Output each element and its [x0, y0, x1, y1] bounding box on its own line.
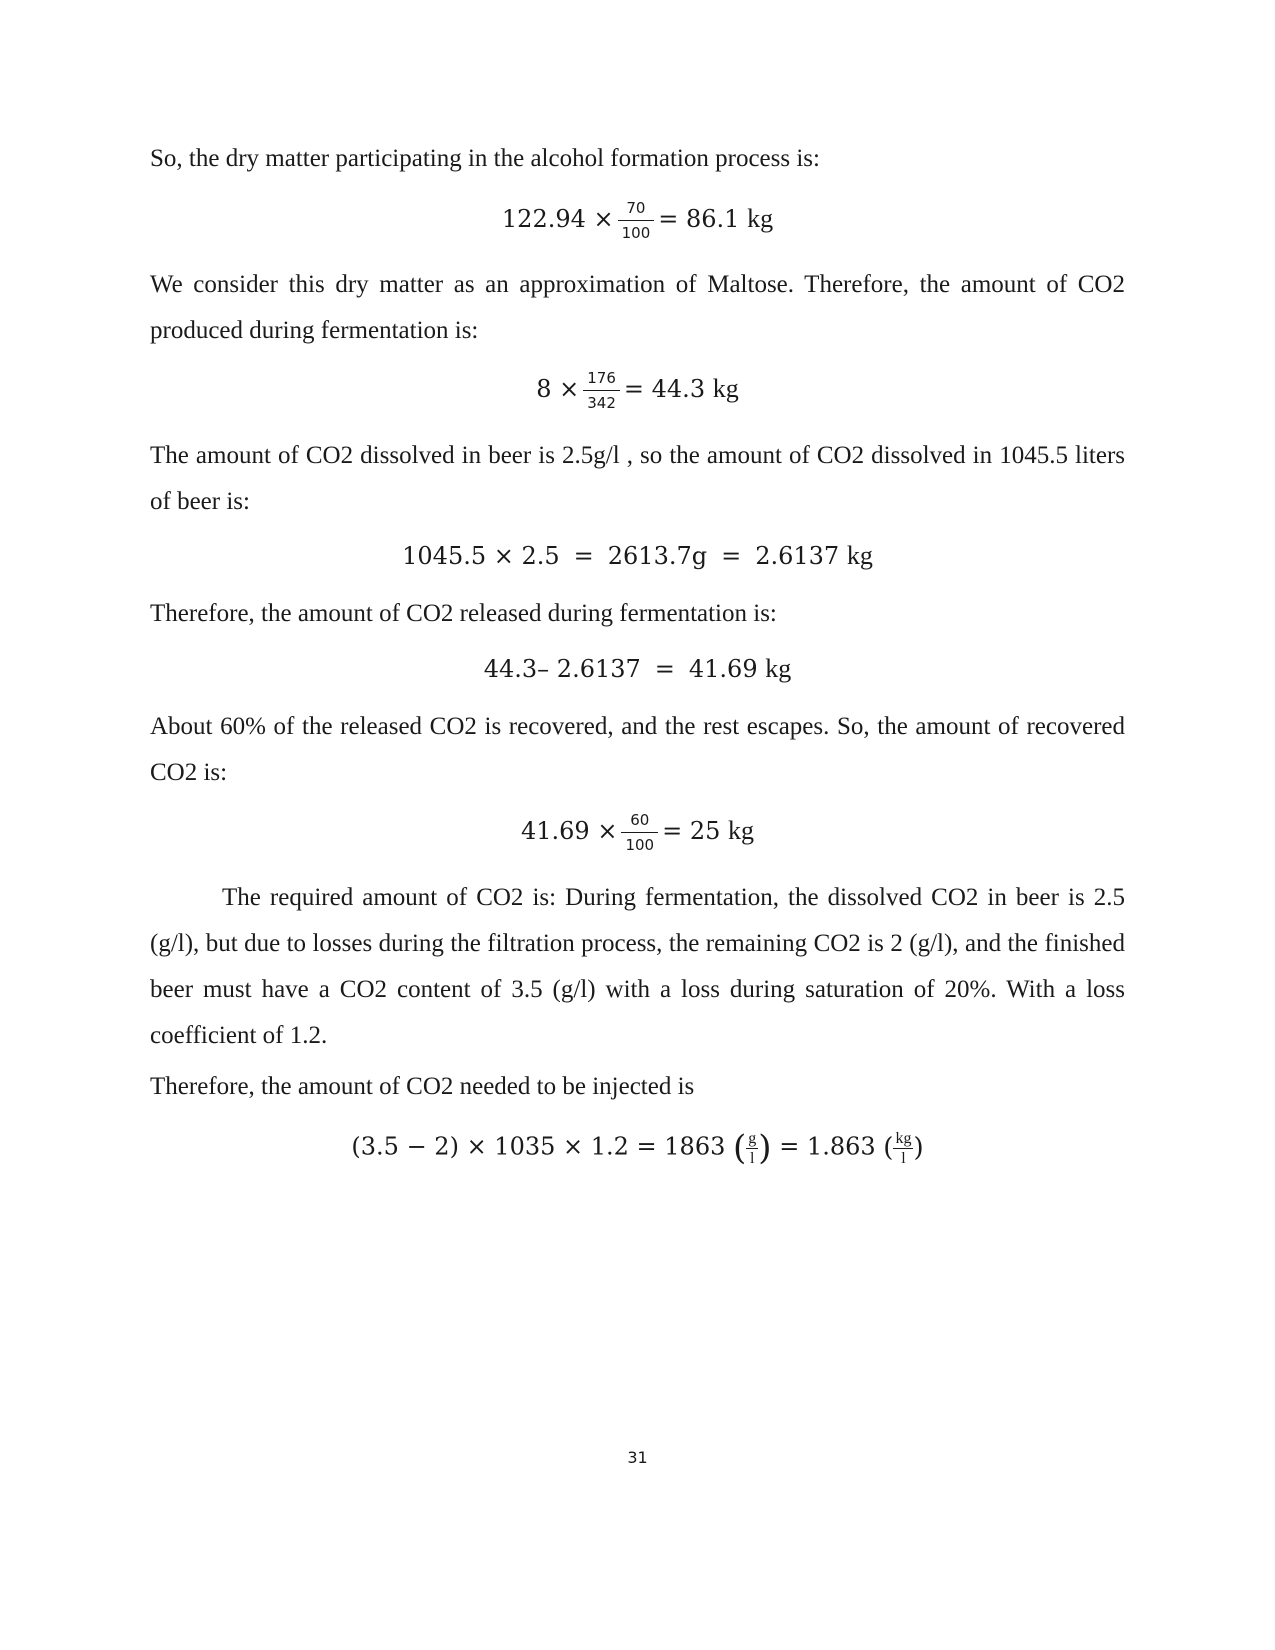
paragraph-co2-released: Therefore, the amount of CO2 released during fermentation is:	[150, 600, 777, 627]
eq6-close-paren: )	[758, 1128, 772, 1168]
eq5-numerator: 60	[621, 810, 658, 833]
eq6-close-paren-2: )	[913, 1133, 924, 1163]
eq6-unit1-denominator: l	[750, 1149, 755, 1167]
eq6-unit2-numerator: kg	[895, 1129, 912, 1147]
eq1-denominator: 100	[621, 224, 651, 242]
eq1-numerator: 70	[618, 198, 655, 221]
eq2-rhs: = 44.3	[623, 375, 706, 403]
eq6-open-paren: (	[733, 1128, 747, 1168]
eq1-rhs: = 86.1	[658, 205, 740, 233]
eq2-denominator: 342	[587, 394, 616, 412]
eq2-lhs: 8 ×	[536, 375, 580, 403]
equation-co2-produced	[150, 368, 1125, 413]
paragraph-co2-required: The required amount of CO2 is: During fermentation, the dissolved CO2 in beer is 2.5 (g/l), but due to losses during the filtration process, the remaining CO2 is 2 (g/l), and the finished beer must have a CO2 content of 3.5 (g/l) with a loss during saturation of 20%. With a loss coefficient of 1.2.	[150, 884, 1125, 1049]
eq3-unit: kg	[846, 541, 873, 570]
paragraph-dry-matter: So, the dry matter participating in the alcohol formation process is:	[150, 145, 820, 172]
eq6-unit-fraction-2	[893, 1130, 913, 1167]
paragraph-co2-recovered: About 60% of the released CO2 is recovered, and the rest escapes. So, the amount of recovered CO2 is:	[150, 713, 1125, 786]
eq5-unit: kg	[728, 816, 754, 845]
page-number: 31	[627, 1448, 648, 1467]
eq3-grams: 2613.7g	[607, 542, 708, 570]
eq5-rhs: = 25	[662, 817, 721, 845]
eq1-unit: kg	[747, 204, 774, 233]
eq5-lhs: 41.69 ×	[520, 817, 618, 845]
eq3-equals-2: =	[721, 542, 742, 570]
eq6-open-paren-2: (	[883, 1133, 894, 1163]
eq4-unit: kg	[765, 654, 792, 683]
equation-co2-injected	[150, 1128, 1125, 1168]
eq4-difference: 44.3– 2.6137	[483, 655, 641, 683]
eq2-unit: kg	[712, 374, 739, 403]
eq1-lhs: 122.94 ×	[501, 205, 614, 233]
paragraph-co2-dissolved: The amount of CO2 dissolved in beer is 2.5g/l , so the amount of CO2 dissolved in 1045.5 liters of beer is:	[150, 442, 1125, 515]
eq6-unit1-numerator: g	[748, 1129, 757, 1147]
paragraph-co2-produced: We consider this dry matter as an approximation of Maltose. Therefore, the amount of CO2 produced during fermentation is:	[150, 271, 1125, 344]
eq1-fraction	[618, 198, 655, 243]
eq3-kilograms: 2.6137	[755, 542, 840, 570]
eq4-equals: =	[654, 655, 675, 683]
eq3-product: 1045.5 × 2.5	[402, 542, 560, 570]
eq5-fraction	[621, 810, 658, 855]
eq3-equals-1: =	[573, 542, 594, 570]
equation-co2-released	[150, 654, 1125, 684]
equation-co2-recovered	[150, 810, 1125, 855]
eq4-result: 41.69	[688, 655, 758, 683]
eq6-unit2-denominator: l	[901, 1149, 906, 1167]
eq2-numerator: 176	[583, 368, 620, 391]
document-page	[150, 0, 1125, 1650]
eq6-unit-fraction-1	[746, 1130, 758, 1167]
eq6-mid: = 1.863	[779, 1132, 876, 1161]
paragraph-co2-injected: Therefore, the amount of CO2 needed to be injected is	[150, 1073, 695, 1100]
eq5-denominator: 100	[625, 836, 655, 854]
eq2-fraction	[583, 368, 620, 413]
equation-dry-matter	[150, 198, 1125, 243]
eq6-lhs: (3.5 − 2) × 1035 × 1.2 = 1863	[351, 1132, 726, 1161]
equation-co2-dissolved	[150, 541, 1125, 571]
